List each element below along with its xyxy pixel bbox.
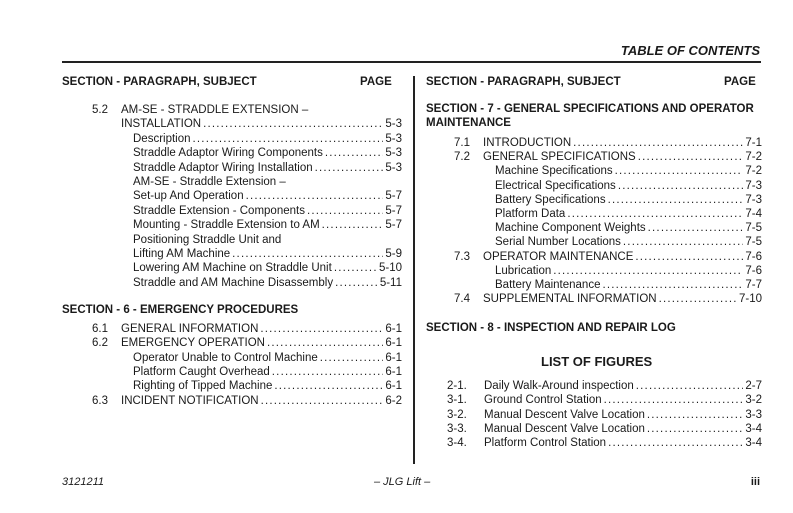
entry-label: Platform Caught Overhead <box>133 365 270 378</box>
entry-page: 5-7 <box>385 204 402 217</box>
column-divider <box>413 76 415 464</box>
entry-label: GENERAL SPECIFICATIONS <box>483 151 636 164</box>
leader-dots <box>573 136 743 150</box>
right-column-heading: SECTION - PARAGRAPH, SUBJECT <box>426 76 621 88</box>
entry-page: 7-6 <box>745 250 762 263</box>
leader-dots <box>334 261 377 275</box>
leader-dots <box>636 379 744 393</box>
leader-dots <box>267 336 383 350</box>
page-title: TABLE OF CONTENTS <box>620 43 760 58</box>
toc-entry[interactable] <box>92 204 402 218</box>
toc-entry[interactable] <box>92 103 402 117</box>
toc-entry[interactable] <box>454 235 762 249</box>
leader-dots <box>553 264 743 278</box>
leader-dots <box>193 132 384 146</box>
leader-dots <box>635 250 743 264</box>
entry-label: AM-SE - STRADDLE EXTENSION – <box>121 104 309 116</box>
toc-entry[interactable] <box>92 117 402 131</box>
entry-page: 6-1 <box>385 337 402 350</box>
leader-dots <box>608 193 744 207</box>
entry-label: Set-up And Operation <box>133 190 244 203</box>
section6-title: SECTION - 6 - EMERGENCY PROCEDURES <box>62 304 299 316</box>
entry-page: 5-3 <box>385 161 402 174</box>
toc-entry[interactable] <box>92 132 402 146</box>
entry-page: 5-10 <box>378 262 402 275</box>
entry-label: Straddle Adaptor Wiring Components <box>133 147 323 160</box>
leader-dots <box>232 247 383 261</box>
toc-entry[interactable] <box>92 336 402 350</box>
entry-label: GENERAL INFORMATION <box>121 323 259 335</box>
leader-dots <box>335 276 378 290</box>
entry-page: 7-5 <box>745 222 762 235</box>
entry-label: Operator Unable to Control Machine <box>133 351 318 364</box>
entry-page: 5-7 <box>385 190 402 203</box>
leader-dots <box>608 436 743 450</box>
header-rule <box>62 61 761 63</box>
figure-entry[interactable] <box>447 379 762 393</box>
left-page-heading: PAGE <box>360 76 392 88</box>
leader-dots <box>246 189 384 203</box>
footer-spacer <box>62 466 761 467</box>
toc-entry[interactable] <box>454 193 762 207</box>
entry-label: SUPPLEMENTAL INFORMATION <box>483 293 657 306</box>
entry-page: 7-3 <box>745 179 762 192</box>
entry-page: 7-5 <box>745 236 762 249</box>
entry-page: 5-3 <box>385 132 402 145</box>
leader-dots <box>274 379 383 393</box>
leader-dots <box>320 351 384 365</box>
leader-dots <box>618 179 744 193</box>
entry-page: 7-4 <box>745 208 762 220</box>
entry-page: 2-7 <box>745 380 762 392</box>
entry-label: Positioning Straddle Unit and <box>133 233 282 246</box>
entry-label: Machine Specifications <box>495 165 613 178</box>
entry-page: 5-3 <box>385 147 402 160</box>
toc-entry[interactable] <box>92 146 402 160</box>
leader-dots <box>203 117 383 131</box>
toc-entry[interactable] <box>92 379 402 393</box>
toc-entry[interactable] <box>454 250 762 264</box>
entry-label: Battery Specifications <box>495 193 606 206</box>
entry-number: 7.4 <box>454 293 470 306</box>
figure-entry[interactable] <box>447 393 762 407</box>
section7-title-line1: SECTION - 7 - GENERAL SPECIFICATIONS AND OPERATOR <box>426 103 754 115</box>
entry-page: 6-2 <box>385 394 402 407</box>
toc-entry[interactable] <box>92 365 402 379</box>
toc-entry[interactable] <box>454 150 762 164</box>
entry-number: 3-2. <box>447 408 467 421</box>
toc-entry[interactable] <box>92 161 402 175</box>
right-page-heading: PAGE <box>724 76 756 88</box>
footer-doc-number: 3121211 <box>62 476 105 488</box>
leader-dots <box>307 204 383 218</box>
entry-label: Machine Component Weights <box>495 222 646 235</box>
entry-page: 7-6 <box>745 264 762 277</box>
entry-page: 6-1 <box>385 323 402 335</box>
entry-page: 6-1 <box>385 380 402 393</box>
leader-dots <box>325 146 384 160</box>
entry-label: EMERGENCY OPERATION <box>121 337 265 350</box>
entry-number: 7.3 <box>454 250 470 263</box>
entry-page: 6-1 <box>385 351 402 364</box>
leader-dots <box>315 161 384 175</box>
entry-label: Manual Descent Valve Location <box>484 408 645 421</box>
entry-label: Straddle and AM Machine Disassembly <box>133 276 334 289</box>
figure-entry[interactable] <box>447 408 762 422</box>
leader-dots <box>647 408 743 422</box>
toc-entry[interactable] <box>92 218 402 232</box>
figure-entry[interactable] <box>447 422 762 436</box>
entry-label: Lowering AM Machine on Straddle Unit <box>133 262 332 275</box>
leader-dots <box>261 394 384 408</box>
leader-dots <box>272 365 384 379</box>
toc-entry[interactable] <box>454 292 762 306</box>
entry-label: Straddle Extension - Components <box>133 204 305 217</box>
entry-page: 5-9 <box>385 248 402 260</box>
entry-page: 7-2 <box>745 165 762 178</box>
leader-dots <box>623 235 743 249</box>
toc-entry[interactable] <box>92 189 402 203</box>
leader-dots <box>602 278 743 292</box>
entry-label: Ground Control Station <box>484 394 602 407</box>
toc-entry[interactable] <box>454 278 762 292</box>
toc-entry[interactable] <box>92 261 402 275</box>
entry-label: Mounting - Straddle Extension to AM <box>133 219 320 232</box>
toc-entry[interactable] <box>92 175 402 189</box>
figure-entry[interactable] <box>447 436 762 450</box>
entry-page: 5-3 <box>385 118 402 131</box>
entry-label: Platform Data <box>495 208 566 220</box>
entry-label: Platform Control Station <box>484 437 607 450</box>
entry-number: 2-1. <box>447 380 467 392</box>
toc-entry[interactable] <box>92 233 402 247</box>
entry-label: Battery Maintenance <box>495 279 601 291</box>
entry-label: OPERATOR MAINTENANCE <box>483 250 634 263</box>
left-column-heading: SECTION - PARAGRAPH, SUBJECT <box>62 76 257 88</box>
entry-page: 5-11 <box>379 276 402 289</box>
toc-entry[interactable] <box>92 394 402 408</box>
entry-page: 3-4 <box>745 437 762 450</box>
toc-entry[interactable] <box>92 247 402 261</box>
entry-number: 7.2 <box>454 151 470 164</box>
leader-dots <box>567 207 743 221</box>
entry-page: 7-2 <box>745 151 762 164</box>
leader-dots <box>604 393 744 407</box>
entry-page: 7-7 <box>745 279 762 291</box>
toc-entry[interactable] <box>454 179 762 193</box>
footer-center: – JLG Lift – <box>374 476 431 488</box>
section8-title: SECTION - 8 - INSPECTION AND REPAIR LOG <box>426 322 676 334</box>
entry-page: 7-1 <box>745 137 762 149</box>
entry-number: 6.2 <box>92 337 108 350</box>
toc-entry[interactable] <box>454 136 762 150</box>
entry-number: 7.1 <box>454 137 470 149</box>
entry-label: Daily Walk-Around inspection <box>484 380 634 392</box>
entry-number: 6.1 <box>92 323 108 335</box>
footer-page-number: iii <box>750 476 760 488</box>
toc-entry[interactable] <box>454 221 762 235</box>
leader-dots <box>260 322 383 336</box>
toc-entry[interactable] <box>92 276 402 290</box>
entry-page: 3-2 <box>745 394 762 407</box>
entry-number: 3-1. <box>447 394 467 407</box>
toc-entry[interactable] <box>454 207 762 221</box>
toc-entry[interactable] <box>454 164 762 178</box>
entry-page: 3-3 <box>745 408 762 421</box>
entry-label: Description <box>133 132 191 145</box>
figures-title: LIST OF FIGURES <box>541 354 653 369</box>
leader-dots <box>659 292 737 306</box>
leader-dots <box>648 221 744 235</box>
entry-page: 7-3 <box>745 193 762 206</box>
leader-dots <box>615 164 744 178</box>
entry-page: 3-4 <box>745 422 762 435</box>
entry-number: 6.3 <box>92 394 108 407</box>
entry-label: INSTALLATION <box>121 118 202 131</box>
entry-page: 5-7 <box>385 219 402 232</box>
entry-page: 6-1 <box>385 365 402 378</box>
entry-number: 5.2 <box>92 104 108 116</box>
entry-label: Lifting AM Machine <box>133 248 231 260</box>
entry-page: 7-10 <box>738 293 762 306</box>
entry-label: Electrical Specifications <box>495 179 616 192</box>
entry-label: INCIDENT NOTIFICATION <box>121 394 259 407</box>
entry-label: Righting of Tipped Machine <box>133 380 273 393</box>
entry-label: Serial Number Locations <box>495 236 621 249</box>
section7-title-line2: MAINTENANCE <box>426 117 511 129</box>
leader-dots <box>638 150 744 164</box>
toc-entry[interactable] <box>454 264 762 278</box>
entry-label: Manual Descent Valve Location <box>484 422 645 435</box>
toc-entry[interactable] <box>92 322 402 336</box>
entry-number: 3-3. <box>447 422 467 435</box>
leader-dots <box>647 422 743 436</box>
toc-entry[interactable] <box>92 351 402 365</box>
entry-label: INTRODUCTION <box>483 137 572 149</box>
entry-number: 3-4. <box>447 437 467 450</box>
entry-label: AM-SE - Straddle Extension – <box>133 176 286 188</box>
leader-dots <box>322 218 384 232</box>
entry-label: Lubrication <box>495 264 552 277</box>
entry-label: Straddle Adaptor Wiring Installation <box>133 161 313 174</box>
